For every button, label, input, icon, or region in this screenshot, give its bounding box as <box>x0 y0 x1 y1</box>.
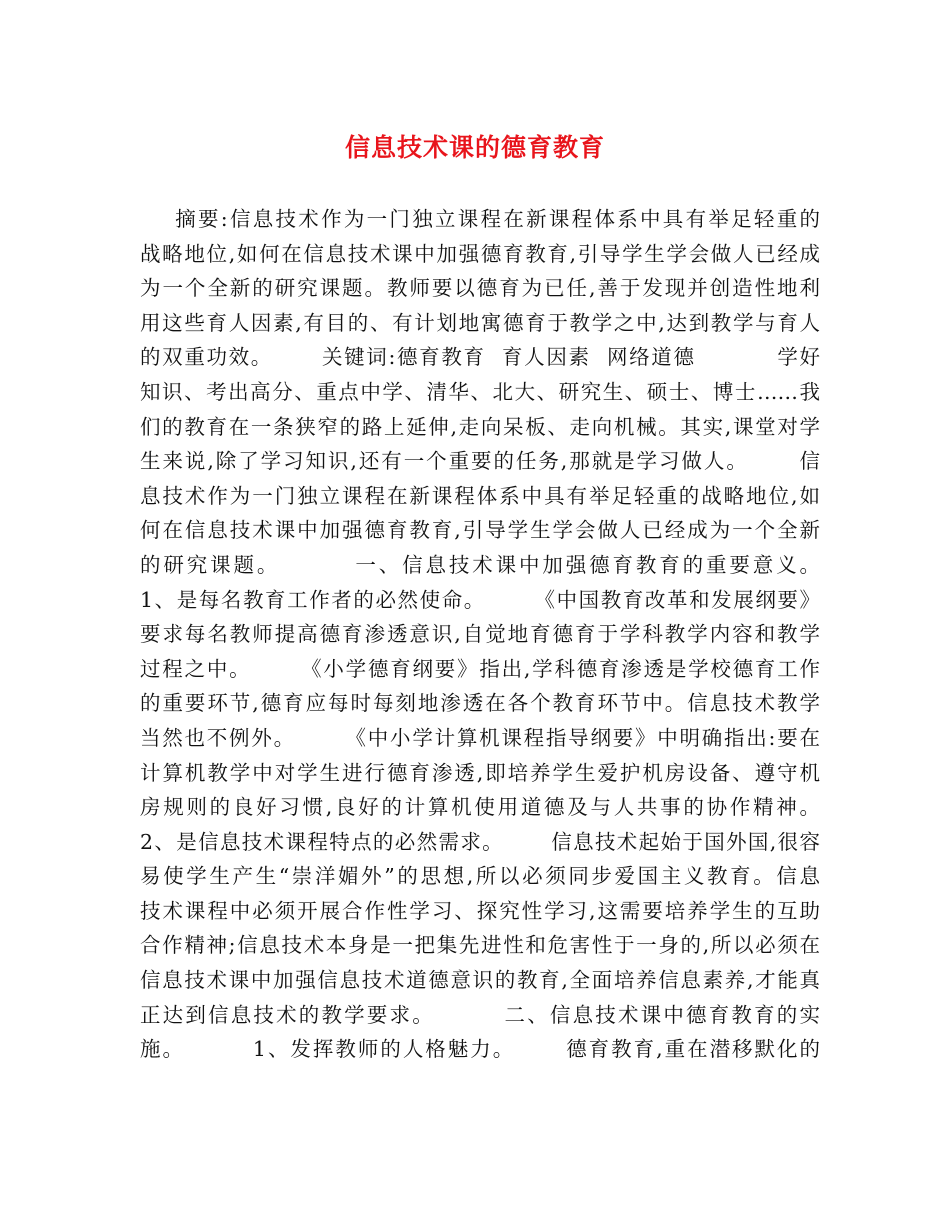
body-line: 摘要:信息技术作为一门独立课程在新课程体系中具有举足轻重的 <box>140 207 820 231</box>
body-line: 当然也不例外。 《中小学计算机课程指导纲要》中明确指出:要在 <box>140 725 820 750</box>
document-body <box>140 202 820 1067</box>
body-line: 房规则的良好习惯,良好的计算机使用道德及与人共事的协作精神。 <box>140 795 820 820</box>
body-line: 合作精神;信息技术本身是一把集先进性和危害性于一身的,所以必须在 <box>140 933 820 958</box>
body-line: 知识、考出高分、重点中学、清华、北大、研究生、硕士、博士……我 <box>140 379 820 404</box>
body-line: 的双重功效。 关键词:德育教育 育人因素 网络道德 学好 <box>140 345 820 370</box>
body-line: 的研究课题。 一、信息技术课中加强德育教育的重要意义。 <box>140 552 820 577</box>
document-title: 信息技术课的德育教育 <box>344 133 605 162</box>
body-line: 信息技术课中加强信息技术道德意识的教育,全面培养信息素养,才能真 <box>140 968 820 993</box>
body-line: 正达到信息技术的教学要求。 二、信息技术课中德育教育的实 <box>140 1002 820 1027</box>
body-line: 过程之中。 《小学德育纲要》指出,学科德育渗透是学校德育工作 <box>140 656 820 681</box>
body-line: 战略地位,如何在信息技术课中加强德育教育,引导学生学会做人已经成 <box>140 241 820 266</box>
body-line: 要求每名教师提高德育渗透意识,自觉地育德育于学科教学内容和教学 <box>140 622 820 647</box>
body-line: 的重要环节,德育应每时每刻地渗透在各个教育环节中。信息技术教学 <box>140 691 820 716</box>
body-line: 1、是每名教育工作者的必然使命。 《中国教育改革和发展纲要》 <box>140 587 820 612</box>
body-line: 易使学生产生“崇洋媚外”的思想,所以必须同步爱国主义教育。信息 <box>140 864 820 889</box>
body-line: 生来说,除了学习知识,还有一个重要的任务,那就是学习做人。 信 <box>140 449 820 474</box>
body-line: 施。 1、发挥教师的人格魅力。 德育教育,重在潜移默化的 <box>140 1037 820 1062</box>
body-line: 为一个全新的研究课题。教师要以德育为已任,善于发现并创造性地利 <box>140 276 820 301</box>
body-line: 技术课程中必须开展合作性学习、探究性学习,这需要培养学生的互助 <box>140 898 820 923</box>
body-line: 计算机教学中对学生进行德育渗透,即培养学生爱护机房设备、遵守机 <box>140 760 820 785</box>
body-line: 何在信息技术课中加强德育教育,引导学生学会做人已经成为一个全新 <box>140 518 820 543</box>
body-line: 们的教育在一条狭窄的路上延伸,走向呆板、走向机械。其实,课堂对学 <box>140 414 820 439</box>
body-line: 用这些育人因素,有目的、有计划地寓德育于教学之中,达到教学与育人 <box>140 310 820 335</box>
body-line: 2、是信息技术课程特点的必然需求。 信息技术起始于国外国,很容 <box>140 829 820 854</box>
body-line: 息技术作为一门独立课程在新课程体系中具有举足轻重的战略地位,如 <box>140 483 820 508</box>
